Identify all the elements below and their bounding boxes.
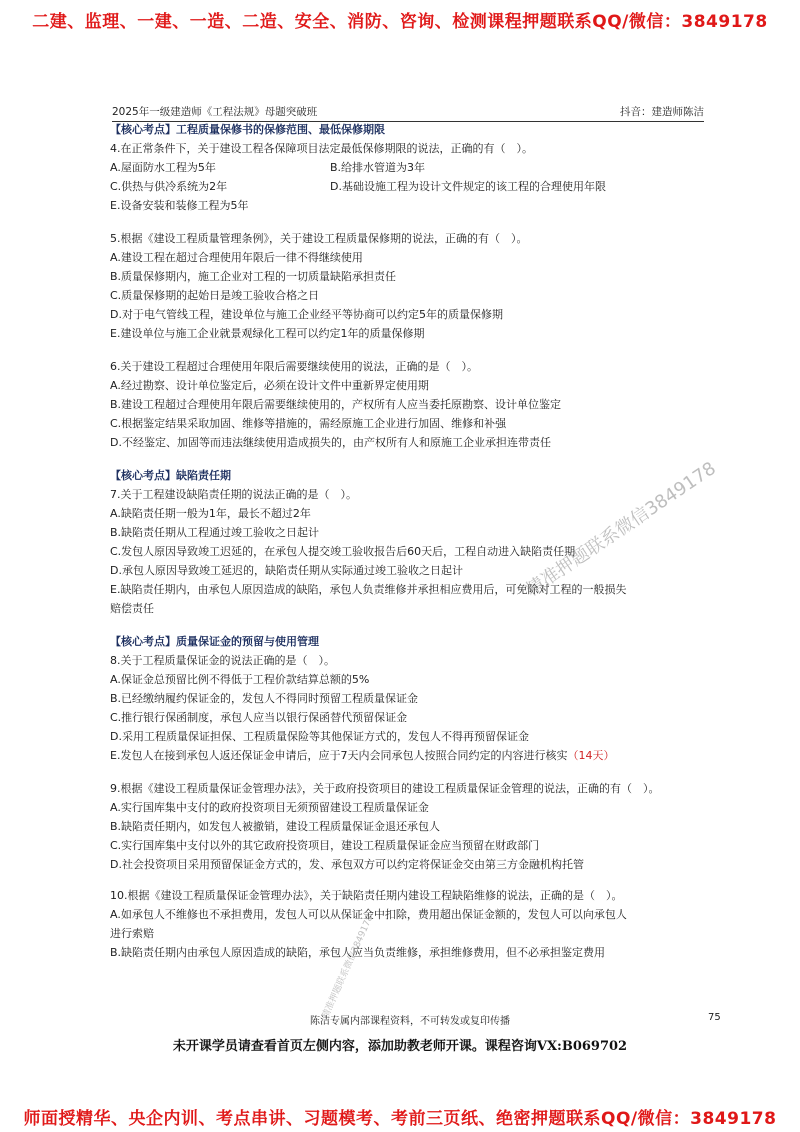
header-title: 2025年一级建造师《工程法规》母题突破班 xyxy=(112,106,318,118)
option-c: C.质量保修期的起始日是竣工验收合格之日 xyxy=(110,289,320,302)
handwritten-note: （14天） xyxy=(567,749,615,762)
option-d: D.采用工程质量保证担保、工程质量保险等其他保证方式的，发包人不得再预留保证金 xyxy=(110,730,529,743)
option-d: D.对于电气管线工程，建设单位与施工企业经平等协商可以约定5年的质量保修期 xyxy=(110,308,503,321)
option-e: E.缺陷责任期内，由承包人原因造成的缺陷，承包人负责维修并承担相应费用后，可免除对工程的一般损失 xyxy=(110,583,627,596)
option-d: D.承包人原因导致竣工延迟的，缺陷责任期从实际通过竣工验收之日起计 xyxy=(110,564,463,577)
option-b: B.已经缴纳履约保证金的，发包人不得同时预留工程质量保证金 xyxy=(110,692,419,705)
option-a: A.屋面防水工程为5年 xyxy=(110,161,216,174)
option-b: B.缺陷责任期内由承包人原因造成的缺陷，承包人应当负责维修，承担维修费用，但不必承担鉴定费用 xyxy=(110,946,606,959)
option-c: C.实行国库集中支付以外的其它政府投资项目，建设工程质量保证金应当预留在财政部门 xyxy=(110,839,540,852)
question-5-stem: 5.根据《建设工程质量管理条例》，关于建设工程质量保修期的说法，正确的有（ ）。 xyxy=(110,232,528,245)
question-10-stem: 10.根据《建设工程质量保证金管理办法》，关于缺陷责任期内建设工程缺陷维修的说法，正确的是（ ）。 xyxy=(110,889,623,902)
option-b: B.缺陷责任期内，如发包人被撤销，建设工程质量保证金退还承包人 xyxy=(110,820,441,833)
option-b: B.给排水管道为3年 xyxy=(330,161,426,174)
option-d: D.社会投资项目采用预留保证金方式的，发、承包双方可以约定将保证金交由第三方金融机构托管 xyxy=(110,858,584,871)
question-9-stem: 9.根据《建设工程质量保证金管理办法》，关于政府投资项目的建设工程质量保证金管理的说法，正确的有（ ）。 xyxy=(110,782,660,795)
option-a: A.经过勘察、设计单位鉴定后，必须在设计文件中重新界定使用期 xyxy=(110,379,429,392)
top-promo-banner: 二建、监理、一建、一造、二造、安全、消防、咨询、检测课程押题联系QQ/微信：3849178 xyxy=(32,12,768,32)
option-c: C.推行银行保函制度，承包人应当以银行保函替代预留保证金 xyxy=(110,711,408,724)
option-e: E.建设单位与施工企业就景观绿化工程可以约定1年的质量保修期 xyxy=(110,327,425,340)
option-c: C.供热与供冷系统为2年 xyxy=(110,180,228,193)
header-author: 抖音：建造师陈洁 xyxy=(620,106,704,118)
section-title-defect-period: 【核心考点】缺陷责任期 xyxy=(110,469,231,482)
question-8-stem: 8.关于工程质量保证金的说法正确的是（ ）。 xyxy=(110,654,335,667)
option-e-continued: 赔偿责任 xyxy=(110,602,154,615)
question-4-options-cd xyxy=(110,177,710,196)
option-a: A.建设工程在超过合理使用年限后一律不得继续使用 xyxy=(110,251,363,264)
option-b: B.质量保修期内，施工企业对工程的一切质量缺陷承担责任 xyxy=(110,270,397,283)
option-c: C.根据鉴定结果采取加固、维修等措施的，需经原施工企业进行加固、维修和补强 xyxy=(110,417,507,430)
section-title-deposit: 【核心考点】质量保证金的预留与使用管理 xyxy=(110,635,319,648)
option-e: E.设备安装和装修工程为5年 xyxy=(110,199,249,212)
diagonal-watermark: 精准押题联系微信3849178 xyxy=(522,457,720,601)
page-number: 75 xyxy=(708,1012,721,1023)
option-b: B.建设工程超过合理使用年限后需要继续使用的，产权所有人应当委托原勘察、设计单位鉴定 xyxy=(110,398,562,411)
option-e-text: E.发包人在接到承包人返还保证金申请后，应于7天内会同承包人按照合同约定的内容进行核实 xyxy=(110,749,568,762)
page-footer: 陈洁专属内部课程资料，不可转发或复印传播 xyxy=(310,1016,510,1027)
question-4-options-ab xyxy=(110,158,710,177)
question-4-stem: 4.在正常条件下，关于建设工程各保障项目法定最低保修期限的说法，正确的有（ ）。 xyxy=(110,142,533,155)
option-d: D.不经鉴定、加固等而违法继续使用造成损失的，由产权所有人和原施工企业承担连带责任 xyxy=(110,436,551,449)
option-e xyxy=(110,746,710,765)
course-notice: 未开课学员请查看首页左侧内容，添加助教老师开课。课程咨询VX:B069702 xyxy=(172,1039,628,1054)
option-a: A.保证金总预留比例不得低于工程价款结算总额的5% xyxy=(110,673,370,686)
section-title-warranty: 【核心考点】工程质量保修书的保修范围、最低保修期限 xyxy=(110,123,385,136)
option-b: B.缺陷责任期从工程通过竣工验收之日起计 xyxy=(110,526,320,539)
option-d: D.基础设施工程为设计文件规定的该工程的合理使用年限 xyxy=(330,180,606,193)
option-a: A.实行国库集中支付的政府投资项目无须预留建设工程质量保证金 xyxy=(110,801,429,814)
bottom-promo-banner: 师面授精华、央企内训、考点串讲、习题模考、考前三页纸、绝密押题联系QQ/微信：3849178 xyxy=(23,1109,777,1129)
small-watermark: 精准押题联系微信3849178 xyxy=(320,913,376,1021)
question-6-stem: 6.关于建设工程超过合理使用年限后需要继续使用的说法，正确的是（ ）。 xyxy=(110,360,478,373)
option-c: C.发包人原因导致竣工迟延的，在承包人提交竣工验收报告后60天后，工程自动进入缺陷责任期 xyxy=(110,545,576,558)
option-a: A.缺陷责任期一般为1年，最长不超过2年 xyxy=(110,507,311,520)
question-7-stem: 7.关于工程建设缺陷责任期的说法正确的是（ ）。 xyxy=(110,488,357,501)
option-a-continued: 进行索赔 xyxy=(110,927,154,940)
option-a: A.如承包人不维修也不承担费用，发包人可以从保证金中扣除，费用超出保证金额的，发包人可以向承包人 xyxy=(110,908,627,921)
